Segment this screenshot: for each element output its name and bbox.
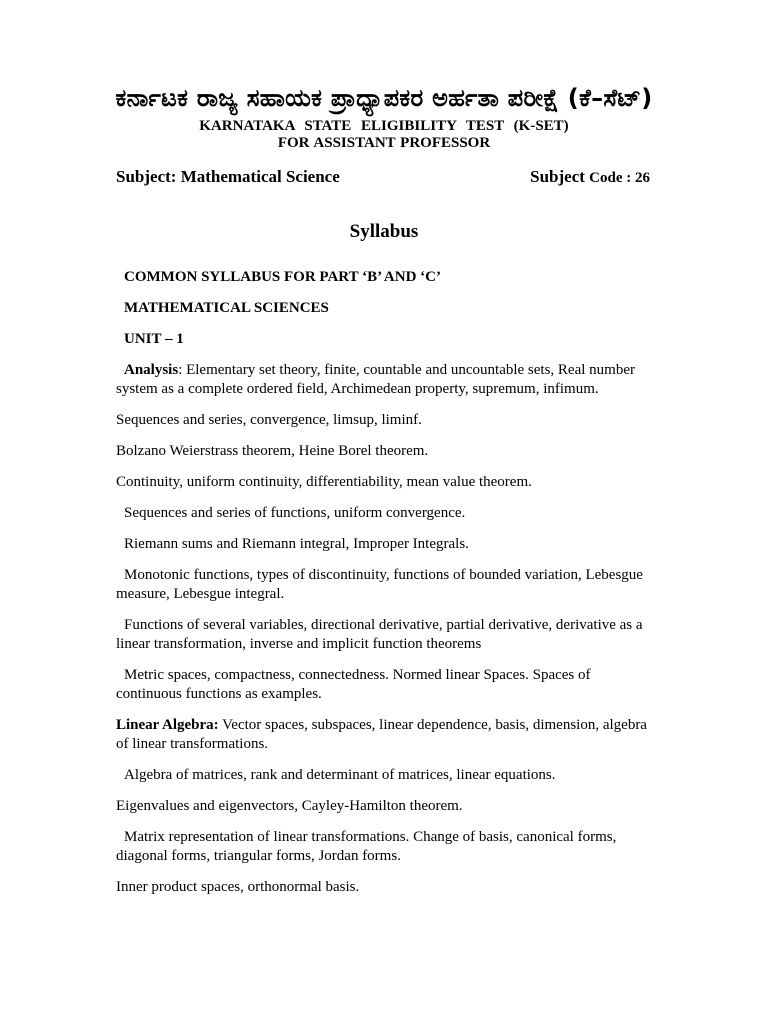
- paragraph-9: Algebra of matrices, rank and determinant of matrices, linear equations.: [124, 767, 556, 783]
- paragraph-analysis: [116, 361, 656, 399]
- paragraph-4: Sequences and series of functions, uniform convergence.: [124, 505, 466, 521]
- english-title-line1: KARNATAKA STATE ELIGIBILITY TEST (K-SET): [199, 118, 569, 134]
- paragraph-7: [116, 616, 656, 654]
- syllabus-heading: Syllabus: [349, 221, 419, 242]
- paragraph-7-text: Functions of several variables, directional derivative, partial derivative, derivative as a linear transformation, inverse and implicit function theorems: [116, 617, 643, 652]
- paragraph-11-text: Matrix representation of linear transformations. Change of basis, canonical forms, diagonal forms, triangular forms, Jordan forms.: [116, 829, 617, 864]
- paragraph-3: Continuity, uniform continuity, differentiability, mean value theorem.: [116, 474, 532, 490]
- paragraph-linear-algebra: [116, 716, 656, 754]
- subject-code-value: Code : 26: [589, 170, 650, 186]
- subject-code-prefix: Subject: [530, 167, 585, 186]
- paragraph-2: Bolzano Weierstrass theorem, Heine Borel theorem.: [116, 443, 429, 459]
- subject-code: [530, 167, 650, 187]
- subject-label: Subject: Mathematical Science: [116, 167, 340, 186]
- paragraph-10: Eigenvalues and eigenvectors, Cayley-Hamilton theorem.: [116, 798, 463, 814]
- linear-algebra-text: Vector spaces, subspaces, linear dependence, basis, dimension, algebra of linear transformations.: [116, 717, 647, 752]
- paragraph-5: Riemann sums and Riemann integral, Improper Integrals.: [124, 536, 469, 552]
- paragraph-8-text: Metric spaces, compactness, connectedness. Normed linear Spaces. Spaces of continuous functions as examples.: [116, 667, 591, 702]
- kannada-title: ಕರ್ನಾಟಕ ರಾಜ್ಯ ಸಹಾಯಕ ಪ್ರಾಧ್ಯಾಪಕರ ಅರ್ಹತಾ ಪರೀಕ್ಷೆ (ಕೆ–ಸೆಟ್): [115, 84, 653, 112]
- paragraph-6: [116, 566, 656, 604]
- section-heading-math: MATHEMATICAL SCIENCES: [124, 300, 329, 316]
- analysis-label: Analysis: [124, 362, 179, 378]
- paragraph-12: Inner product spaces, orthonormal basis.: [116, 879, 360, 895]
- paragraph-1: Sequences and series, convergence, limsup, liminf.: [116, 412, 422, 428]
- paragraph-11: [116, 828, 656, 866]
- paragraph-8: [116, 666, 656, 704]
- linear-algebra-label: Linear Algebra:: [116, 717, 219, 733]
- english-title-line2: FOR ASSISTANT PROFESSOR: [277, 135, 491, 151]
- paragraph-6-text: Monotonic functions, types of discontinuity, functions of bounded variation, Lebesgue measure, Lebesgue integral.: [116, 567, 643, 602]
- section-heading-common: COMMON SYLLABUS FOR PART ‘B’ AND ‘C’: [124, 269, 441, 285]
- syllabus-content: [116, 268, 656, 897]
- subject-row: [116, 167, 650, 187]
- unit-heading: UNIT – 1: [124, 331, 184, 347]
- english-title: [0, 118, 768, 152]
- analysis-text: : Elementary set theory, finite, countable and uncountable sets, Real number system as a complete ordered field, Archimedean property, supremum, infimum.: [116, 362, 635, 397]
